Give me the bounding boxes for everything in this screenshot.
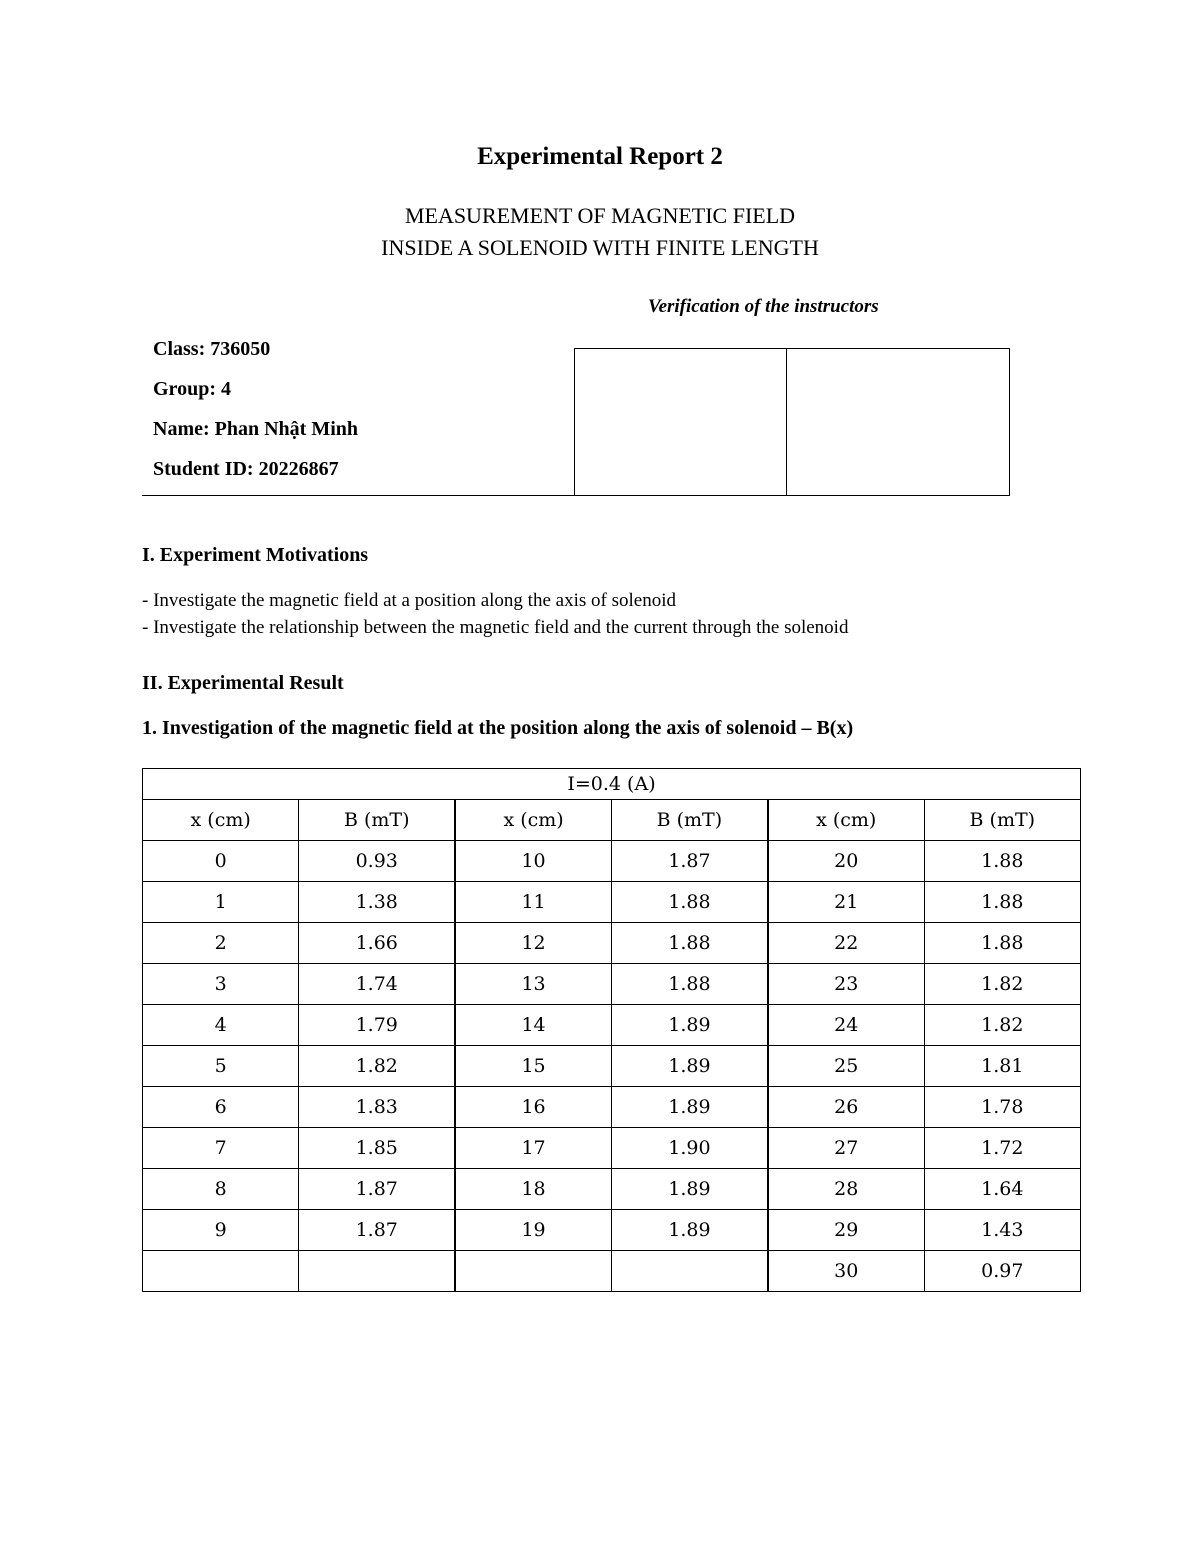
b-cell: 1.81: [924, 1046, 1080, 1087]
x-cell: 2: [143, 923, 299, 964]
b-cell: 0.93: [299, 841, 455, 882]
b-cell: 1.89: [611, 1087, 767, 1128]
table-current-row: [143, 769, 1081, 800]
b-cell: 1.87: [299, 1210, 455, 1251]
x-cell: [455, 1251, 611, 1292]
x-cell: 23: [768, 964, 924, 1005]
x-cell: 20: [768, 841, 924, 882]
x-cell: 27: [768, 1128, 924, 1169]
b-cell: 1.79: [299, 1005, 455, 1046]
b-cell: [299, 1251, 455, 1292]
magnetic-field-table: [142, 768, 1081, 1292]
student-id-info: Student ID: 20226867: [153, 458, 339, 480]
motivation-bullet: - Investigate the magnetic field at a position along the axis of solenoid: [142, 590, 676, 611]
column-header: B (mT): [611, 800, 767, 841]
b-cell: 1.87: [299, 1169, 455, 1210]
b-cell: 1.88: [611, 882, 767, 923]
x-cell: 21: [768, 882, 924, 923]
x-cell: 3: [143, 964, 299, 1005]
b-cell: 1.43: [924, 1210, 1080, 1251]
x-cell: 24: [768, 1005, 924, 1046]
b-cell: 1.64: [924, 1169, 1080, 1210]
column-header: x (cm): [768, 800, 924, 841]
x-cell: 26: [768, 1087, 924, 1128]
b-cell: [611, 1251, 767, 1292]
b-cell: 0.97: [924, 1251, 1080, 1292]
current-label: I=0.4 (A): [143, 769, 1081, 800]
b-cell: 1.88: [924, 841, 1080, 882]
x-cell: 14: [455, 1005, 611, 1046]
table-header-row: [143, 800, 1081, 841]
subsection-heading-bx: 1. Investigation of the magnetic field at the position along the axis of solenoid – B(x): [142, 717, 854, 739]
table-row: [143, 1046, 1081, 1087]
b-cell: 1.38: [299, 882, 455, 923]
x-cell: 7: [143, 1128, 299, 1169]
b-cell: 1.89: [611, 1046, 767, 1087]
x-cell: 17: [455, 1128, 611, 1169]
table-row: [143, 841, 1081, 882]
table-row: [143, 1128, 1081, 1169]
b-cell: 1.82: [924, 1005, 1080, 1046]
x-cell: 6: [143, 1087, 299, 1128]
info-underline: [142, 495, 575, 496]
b-cell: 1.88: [611, 923, 767, 964]
b-cell: 1.88: [611, 964, 767, 1005]
motivation-bullet: - Investigate the relationship between the magnetic field and the current through the solenoid: [142, 617, 849, 638]
b-cell: 1.78: [924, 1087, 1080, 1128]
b-cell: 1.82: [299, 1046, 455, 1087]
verification-box-divider: [786, 348, 787, 496]
x-cell: 29: [768, 1210, 924, 1251]
column-header: B (mT): [924, 800, 1080, 841]
b-cell: 1.88: [924, 923, 1080, 964]
x-cell: 12: [455, 923, 611, 964]
table-row: [143, 1210, 1081, 1251]
table-row: [143, 1087, 1081, 1128]
column-header: x (cm): [455, 800, 611, 841]
b-cell: 1.82: [924, 964, 1080, 1005]
x-cell: 22: [768, 923, 924, 964]
table-row: [143, 882, 1081, 923]
b-cell: 1.85: [299, 1128, 455, 1169]
x-cell: 13: [455, 964, 611, 1005]
x-cell: 4: [143, 1005, 299, 1046]
table-row: [143, 964, 1081, 1005]
x-cell: 15: [455, 1046, 611, 1087]
b-cell: 1.72: [924, 1128, 1080, 1169]
x-cell: 0: [143, 841, 299, 882]
b-cell: 1.83: [299, 1087, 455, 1128]
column-header: x (cm): [143, 800, 299, 841]
x-cell: 18: [455, 1169, 611, 1210]
table-row: [143, 1005, 1081, 1046]
x-cell: 8: [143, 1169, 299, 1210]
x-cell: 9: [143, 1210, 299, 1251]
column-header: B (mT): [299, 800, 455, 841]
b-cell: 1.89: [611, 1005, 767, 1046]
table-row: [143, 923, 1081, 964]
b-cell: 1.88: [924, 882, 1080, 923]
b-cell: 1.90: [611, 1128, 767, 1169]
x-cell: [143, 1251, 299, 1292]
x-cell: 10: [455, 841, 611, 882]
b-cell: 1.66: [299, 923, 455, 964]
x-cell: 28: [768, 1169, 924, 1210]
x-cell: 11: [455, 882, 611, 923]
report-title: Experimental Report 2: [477, 143, 723, 170]
x-cell: 25: [768, 1046, 924, 1087]
verification-label: Verification of the instructors: [648, 296, 879, 317]
x-cell: 16: [455, 1087, 611, 1128]
x-cell: 5: [143, 1046, 299, 1087]
table-row: [143, 1169, 1081, 1210]
b-cell: 1.74: [299, 964, 455, 1005]
report-subtitle-line-2: INSIDE A SOLENOID WITH FINITE LENGTH: [381, 235, 819, 260]
class-info: Class: 736050: [153, 338, 271, 360]
x-cell: 1: [143, 882, 299, 923]
group-info: Group: 4: [153, 378, 231, 400]
b-cell: 1.87: [611, 841, 767, 882]
table-row: [143, 1251, 1081, 1292]
x-cell: 30: [768, 1251, 924, 1292]
b-cell: 1.89: [611, 1169, 767, 1210]
x-cell: 19: [455, 1210, 611, 1251]
verification-box: [574, 348, 1010, 496]
section-heading-motivations: I. Experiment Motivations: [142, 544, 369, 566]
name-info: Name: Phan Nhật Minh: [153, 418, 359, 440]
b-cell: 1.89: [611, 1210, 767, 1251]
report-subtitle-line-1: MEASUREMENT OF MAGNETIC FIELD: [404, 203, 796, 228]
section-heading-results: II. Experimental Result: [142, 672, 344, 694]
